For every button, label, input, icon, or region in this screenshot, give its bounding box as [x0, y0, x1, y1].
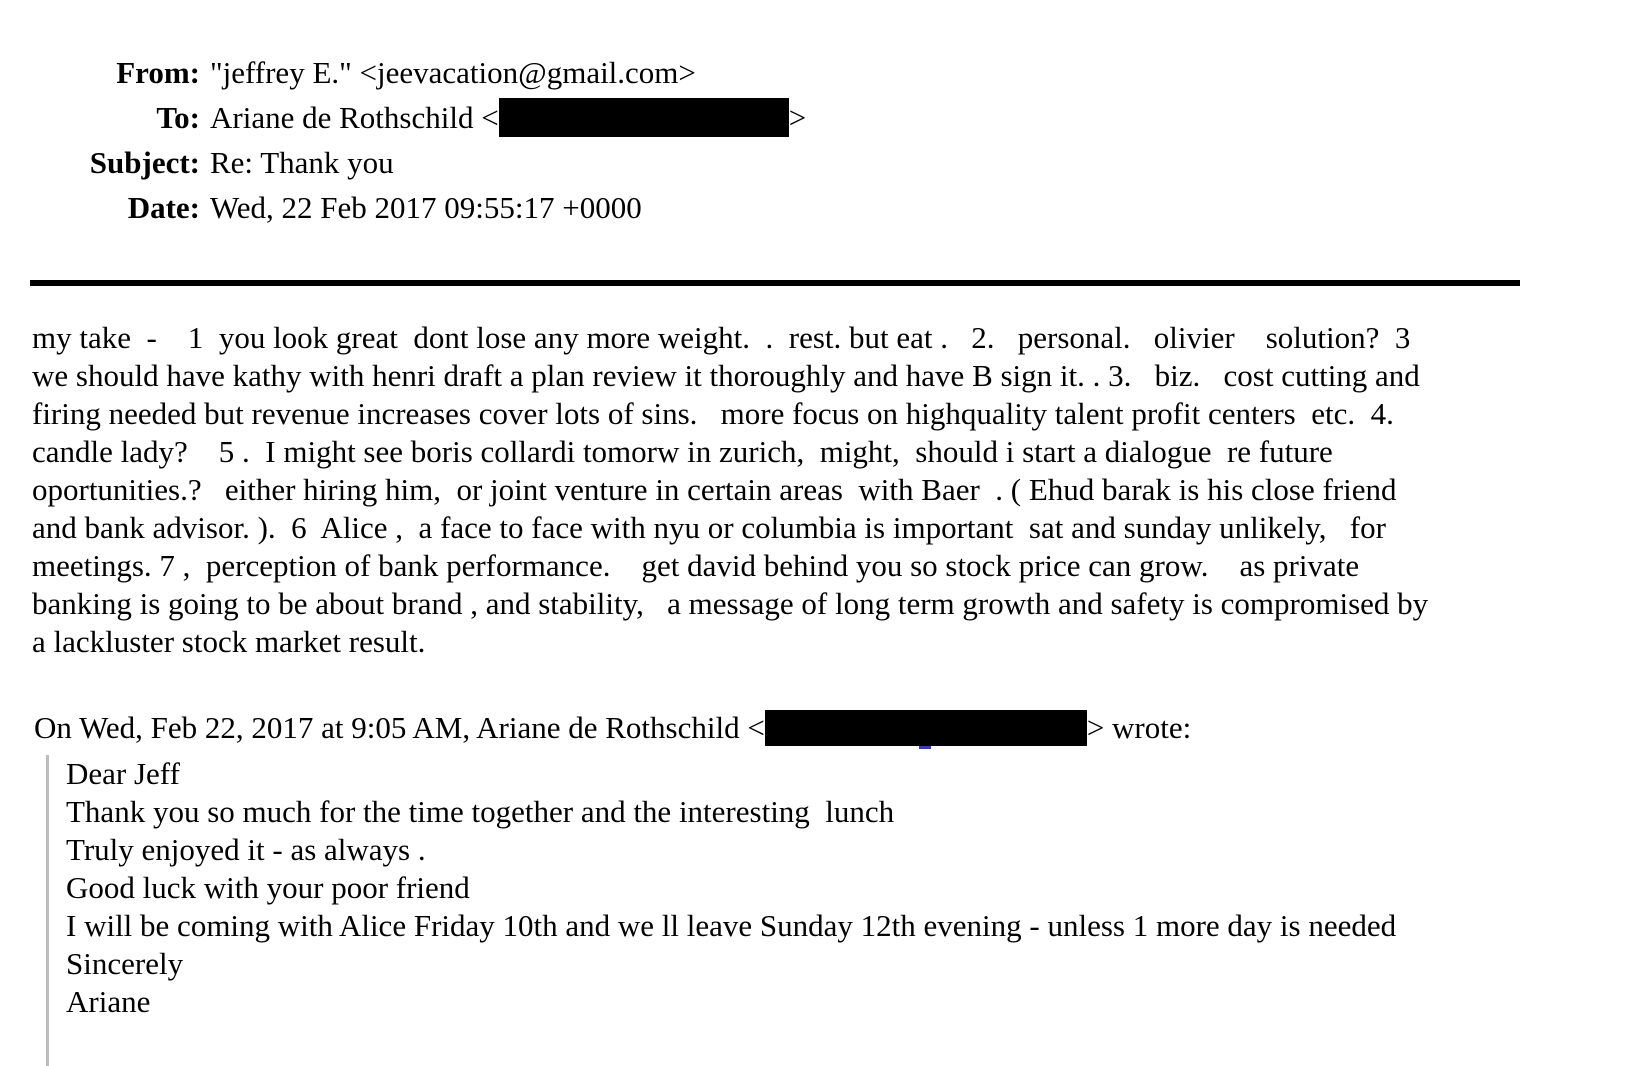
body-text-line: a lackluster stock market result.: [32, 624, 426, 659]
quote-text-line: Sincerely: [66, 946, 184, 981]
body-text-line: meetings. 7 , perception of bank performance. get david behind you so stock price can grow. as private: [32, 548, 1360, 583]
quote-intro-prefix: On Wed, Feb 22, 2017 at 9:05 AM, Ariane de Rothschild <: [34, 710, 765, 745]
quote-text-line: Dear Jeff: [66, 756, 180, 791]
header-row-date: [0, 185, 1646, 230]
quote-text-line: Thank you so much for the time together and the interesting lunch: [66, 794, 895, 829]
quote-attribution-line: [34, 707, 1626, 749]
quote-intro-suffix: > wrote:: [1086, 710, 1192, 745]
date-label: Date:: [127, 190, 200, 225]
body-text-line: we should have kathy with henri draft a plan review it thoroughly and have B sign it. . 3. biz. cost cutting and: [32, 358, 1420, 393]
from-label: From:: [116, 55, 200, 90]
to-label: To:: [156, 100, 200, 135]
header-row-subject: [0, 140, 1646, 185]
link-underline-speck: [919, 746, 931, 749]
email-body: [32, 319, 1626, 661]
header-separator-rule: [30, 280, 1520, 286]
body-text-line: candle lady? 5 . I might see boris collardi tomorw in zurich, might, should i start a dialogue re future: [32, 434, 1333, 469]
redaction-bar-quote-email: [765, 710, 1087, 746]
body-text-line: firing needed but revenue increases cover lots of sins. more focus on highquality talent profit centers etc. 4.: [32, 396, 1394, 431]
quote-text-line: Good luck with your poor friend: [66, 870, 470, 905]
to-value-prefix: Ariane de Rothschild <: [210, 100, 499, 135]
header-row-to: [0, 95, 1646, 140]
body-text-line: and bank advisor. ). 6 Alice , a face to face with nyu or columbia is important sat and sunday unlikely, for: [32, 510, 1386, 545]
subject-value: Re: Thank you: [210, 145, 394, 180]
subject-label: Subject:: [89, 145, 200, 180]
body-text-line: my take - 1 you look great dont lose any more weight. . rest. but eat . 2. personal. olivier solution? 3: [32, 320, 1411, 355]
date-value: Wed, 22 Feb 2017 09:55:17 +0000: [210, 190, 642, 225]
header-row-from: [0, 50, 1646, 95]
email-header-block: [0, 0, 1646, 230]
quoted-message-block: [46, 755, 1626, 1066]
quote-text-line: Truly enjoyed it - as always .: [66, 832, 426, 867]
body-text-line: banking is going to be about brand , and stability, a message of long term growth and safety is compromised by: [32, 586, 1429, 621]
to-value: [210, 95, 806, 140]
quote-text-line: Ariane: [66, 984, 151, 1019]
from-value: "jeffrey E." <jeevacation@gmail.com>: [210, 55, 696, 90]
redaction-bar-to-email: [499, 98, 789, 137]
body-text-line: oportunities.? either hiring him, or joint venture in certain areas with Baer . ( Ehud barak is his close friend: [32, 472, 1397, 507]
quote-text-line: I will be coming with Alice Friday 10th and we ll leave Sunday 12th evening - unless 1 more day is needed: [66, 908, 1397, 943]
to-value-suffix: >: [788, 100, 807, 135]
